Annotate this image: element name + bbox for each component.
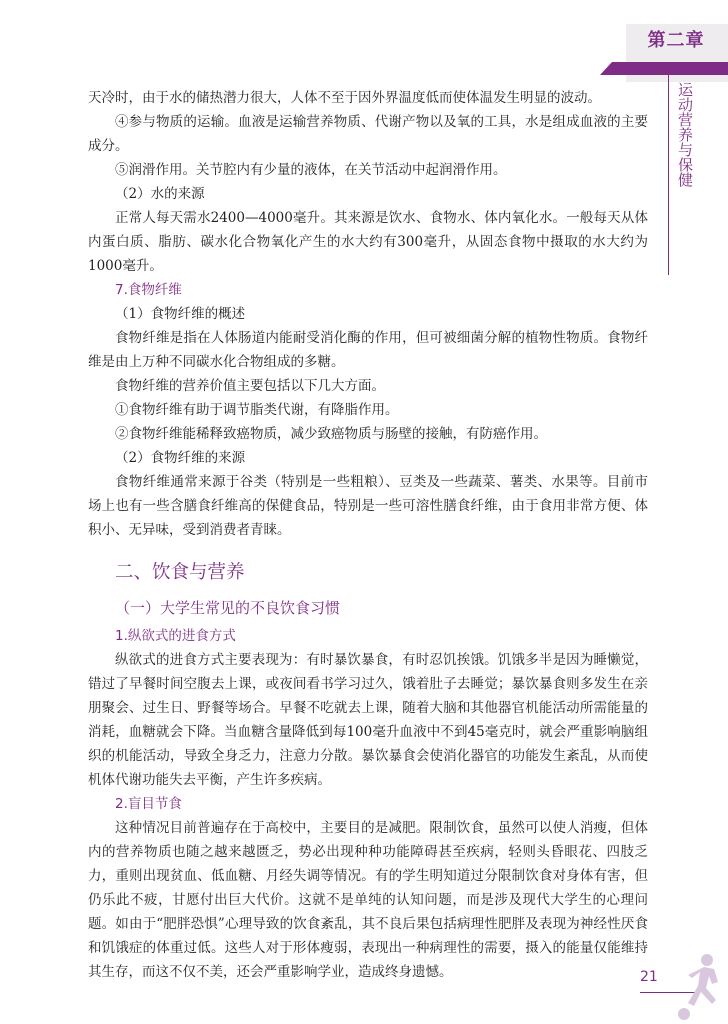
chapter-bar [612, 62, 728, 75]
heading-food-fiber: 7.食物纤维 [115, 282, 182, 298]
paragraph: ⑤润滑作用。关节腔内有少量的液体，在关节活动中起润滑作用。 [115, 162, 507, 178]
paragraph: 纵欲式的进食方式主要表现为：有时暴饮暴食，有时忍饥挨饿。饥饿多半是因为睡懒觉，错过了早餐时间空腹去上课，或夜间看书学习过久，饿着肚子去睡觉；暴饮暴食则多发生在亲朋聚会、过生日、野餐等场合。早餐不吃就去上课，随着大脑和其他器官机能活动所需能量的消耗，血糖就会下降。当血糖含量降低到每100毫升血液中不到45毫克时，就会严重影响脑组织的机能活动，导致全身乏力，注意力分散。暴饮暴食会使消化器官的功能发生紊乱，从而使机体代谢功能失去平衡，产生许多疾病。 [88, 652, 648, 788]
side-section-title: 运动营养与保健 [676, 82, 694, 187]
subheading-fiber-source: （2）食物纤维的来源 [115, 450, 246, 466]
page-number: 21 [640, 969, 658, 985]
paragraph: ①食物纤维有助于调节脂类代谢，有降脂作用。 [115, 402, 399, 418]
paragraph: 这种情况目前普遍存在于高校中，主要目的是减肥。限制饮食，虽然可以使人消瘦，但体内的营养物质也随之越来越匮乏，势必出现种种功能障碍甚至疾病，轻则头昏眼花、四肢乏力，重则出现贫血、低血糖、月经失调等情况。有的学生明知道过分限制饮食对身体有害，但仍乐此不疲，甘愿付出巨大代价。这就不是单纯的认知问题，而是涉及现代大学生的心理问题。如由于“肥胖恐惧”心理导致的饮食紊乱，其不良后果包括病理性肥胖及表现为神经性厌食和饥饿症的体重过低。这些人对于形体瘦弱，表现出一种病理性的需要，摄入的能量仅能维持其生存，而这不仅不美，还会严重影响学业，造成终身遗憾。 [88, 820, 648, 980]
paragraph: 正常人每天需水2400—4000毫升。其来源是饮水、食物水、体内氧化水。一般每天从体内蛋白质、脂肪、碳水化合物氧化产生的水大约有300毫升，从固态食物中摄取的水大约为1000毫升。 [88, 210, 648, 274]
paragraph: 食物纤维通常来源于谷类（特别是一些粗粮）、豆类及一些蔬菜、薯类、水果等。目前市场上也有一些含膳食纤维高的保健食品，特别是一些可溶性膳食纤维，由于食用非常方便、体积小、无异味，受到消费者青睐。 [88, 474, 648, 538]
subheading-fiber-overview: （1）食物纤维的概述 [115, 306, 246, 322]
chapter-title: 第二章 [647, 30, 705, 51]
section-heading-diet-nutrition: 二、饮食与营养 [115, 562, 245, 583]
paragraph: ④参与物质的运输。血液是运输营养物质、代谢产物以及氧的工具，水是组成血液的主要成分。 [88, 114, 648, 154]
side-rule [668, 75, 669, 275]
paragraph: 食物纤维是指在人体肠道内能耐受消化酶的作用，但可被细菌分解的植物性物质。食物纤维是由上万种不同碳水化合物组成的多糖。 [88, 330, 648, 370]
heading-indulgent-eating: 1.纵欲式的进食方式 [115, 628, 236, 644]
subheading-water-source: （2）水的来源 [115, 186, 205, 202]
paragraph: 食物纤维的营养价值主要包括以下几大方面。 [115, 378, 385, 394]
heading-blind-dieting: 2.盲目节食 [115, 796, 182, 812]
paragraph: 天冷时，由于水的储热潜力很大，人体不至于因外界温度低而使体温发生明显的波动。 [88, 90, 601, 106]
page-content [88, 86, 648, 984]
soccer-player-icon [674, 950, 728, 1024]
subsection-heading-bad-habits: （一）大学生常见的不良饮食习惯 [115, 599, 341, 617]
paragraph: ②食物纤维能稀释致癌物质，减少致癌物质与肠壁的接触，有防癌作用。 [115, 426, 547, 442]
